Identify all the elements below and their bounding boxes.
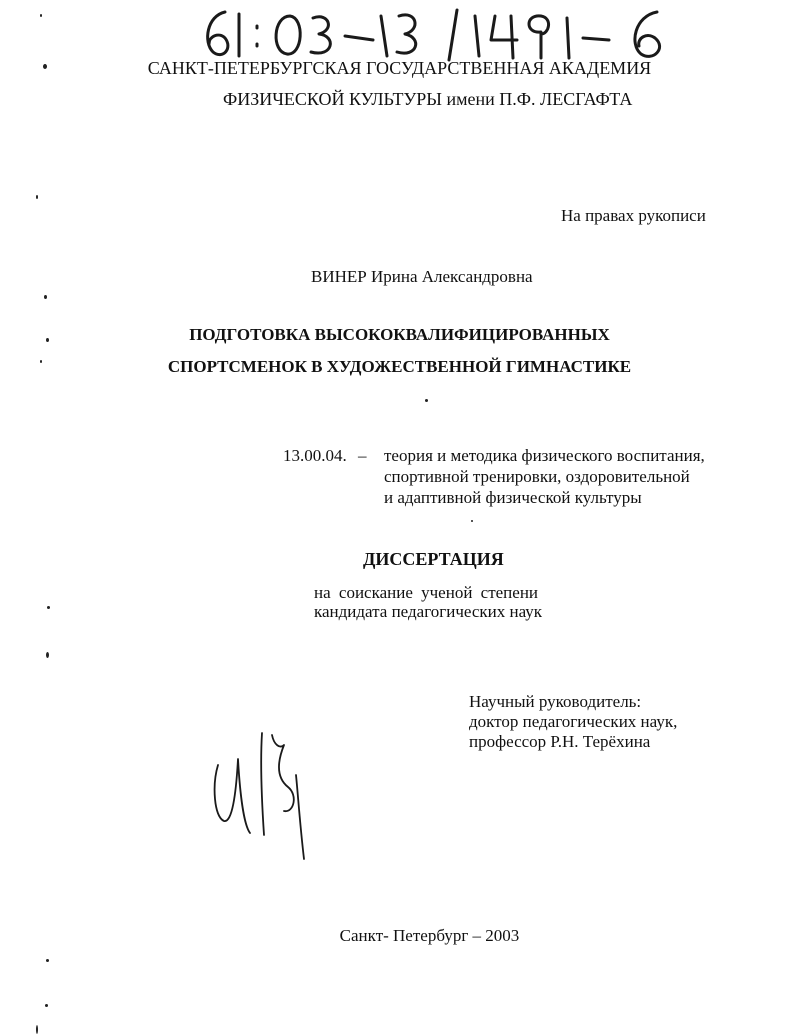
specialty-dash: – — [358, 446, 367, 465]
archive-code-handwriting — [195, 4, 695, 64]
scan-speck — [40, 360, 42, 363]
scan-speck — [46, 338, 49, 342]
document-type: ДИССЕРТАЦИЯ — [363, 549, 504, 569]
scan-speck — [471, 520, 473, 522]
scan-speck — [43, 64, 47, 69]
specialty-line-3: и адаптивной физической культуры — [384, 488, 642, 507]
specialty-line-2: спортивной тренировки, оздоровительной — [384, 467, 690, 486]
specialty-code: 13.00.04. — [283, 446, 347, 465]
author-name: ВИНЕР Ирина Александровна — [311, 267, 533, 286]
scan-speck — [46, 959, 49, 962]
degree-line-2: кандидата педагогических наук — [314, 602, 543, 621]
scan-speck — [36, 195, 38, 199]
dissertation-title-line-2: СПОРТСМЕНОК В ХУДОЖЕСТВЕННОЙ ГИМНАСТИКЕ — [167, 357, 632, 376]
scan-speck — [46, 652, 49, 658]
institution-line-2: ФИЗИЧЕСКОЙ КУЛЬТУРЫ имени П.Ф. ЛЕСГАФТА — [223, 89, 633, 109]
degree-line-1: на соискание ученой степени — [314, 583, 539, 602]
scan-speck — [40, 14, 42, 17]
dissertation-title-line-1: ПОДГОТОВКА ВЫСОКОКВАЛИФИЦИРОВАННЫХ — [189, 325, 610, 344]
place-and-year: Санкт- Петербург – 2003 — [339, 926, 520, 945]
supervisor-name: профессор Р.Н. Терёхина — [469, 732, 651, 751]
institution-line-1: САНКТ-ПЕТЕРБУРГСКАЯ ГОСУДАРСТВЕННАЯ АКАДЕМИЯ — [147, 58, 652, 78]
scan-speck — [425, 399, 428, 402]
scan-speck — [45, 1004, 48, 1007]
supervisor-degree: доктор педагогических наук, — [469, 712, 678, 731]
scan-speck — [36, 1025, 38, 1034]
specialty-line-1: теория и методика физического воспитания, — [384, 446, 705, 465]
supervisor-label: Научный руководитель: — [469, 692, 642, 711]
author-signature — [210, 725, 320, 865]
manuscript-note: На правах рукописи — [561, 206, 706, 225]
scan-speck — [44, 295, 47, 299]
scan-speck — [47, 606, 50, 609]
